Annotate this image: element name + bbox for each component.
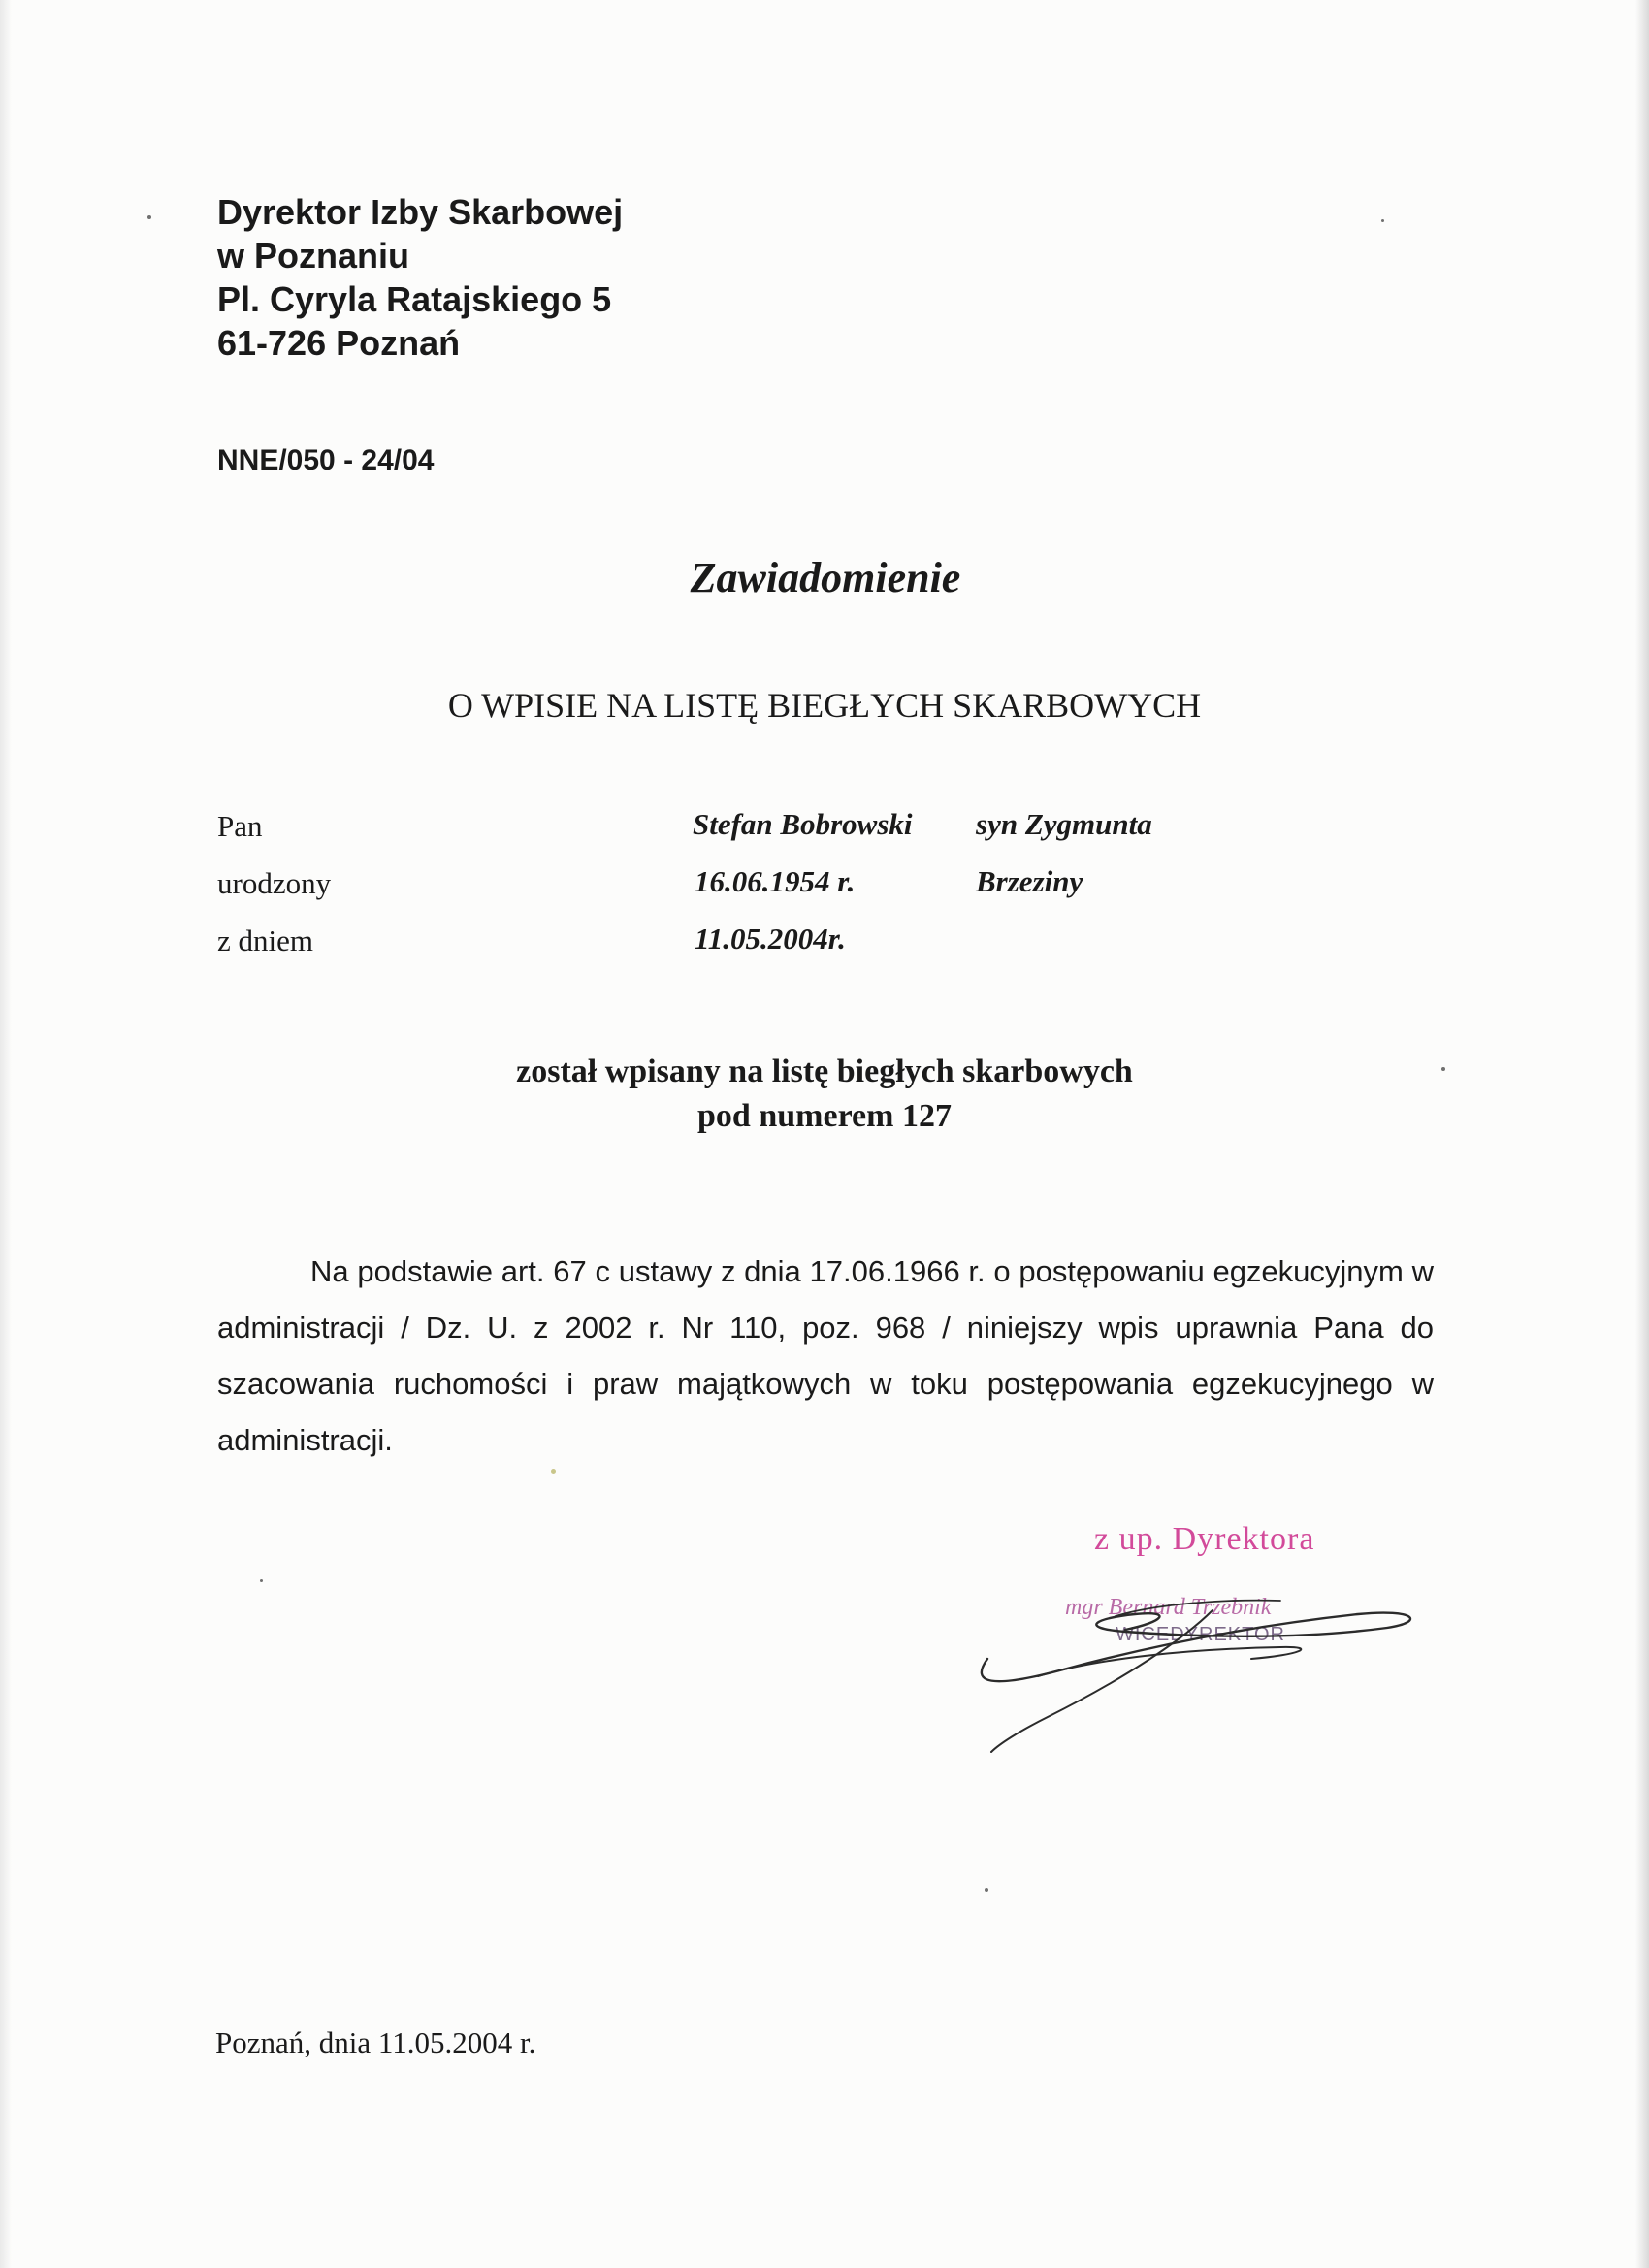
date-label: z dniem	[217, 923, 313, 957]
scan-speck	[1381, 219, 1384, 222]
document-subtitle: O WPISIE NA LISTĘ BIEGŁYCH SKARBOWYCH	[447, 686, 1202, 725]
registration-statement	[0, 1050, 1649, 1139]
registration-number-line: pod numerem 127	[697, 1098, 952, 1134]
sender-line: Pl. Cyryla Ratajskiego 5	[217, 279, 612, 319]
legal-basis-paragraph: Na podstawie art. 67 c ustawy z dnia 17.06.1966 r. o postępowaniu egzekucyjnym w administracji / Dz. U. z 2002 r. Nr 110, poz. 968 / niniejszy wpis uprawnia Pana do szacowania ruchomości i praw majątkowych w toku postępowania egzekucyjnego w administracji.	[217, 1254, 1434, 1457]
scan-speck	[147, 215, 151, 219]
sender-line: Dyrektor Izby Skarbowej	[217, 192, 624, 232]
person-name: Stefan Bobrowski	[693, 807, 913, 841]
signature-stamp	[931, 1513, 1436, 1766]
stamp-authority: z up. Dyrektora	[1094, 1521, 1315, 1557]
scan-speck	[551, 1469, 556, 1474]
place-and-date: Poznań, dnia 11.05.2004 r.	[215, 2025, 536, 2059]
sender-line: 61-726 Poznań	[217, 323, 461, 363]
scan-speck	[1441, 1067, 1445, 1071]
birth-place: Brzeziny	[976, 864, 1083, 898]
birth-date: 16.06.1954 r.	[695, 864, 856, 898]
scan-speck	[985, 1888, 988, 1892]
pan-label: Pan	[217, 809, 263, 843]
father-name: syn Zygmunta	[976, 807, 1152, 841]
scan-speck	[260, 1579, 263, 1582]
document-title	[0, 553, 1649, 602]
sender-line: w Poznaniu	[217, 236, 409, 275]
stamp-position: WICEDYREKTOR	[1116, 1624, 1285, 1645]
registration-line: został wpisany na listę biegłych skarbowych	[516, 1053, 1133, 1089]
sender-address	[217, 190, 623, 365]
title-text: Zawiadomienie	[690, 554, 961, 601]
entry-date: 11.05.2004r.	[695, 922, 846, 956]
handwritten-signature	[931, 1513, 1436, 1766]
reference-number: NNE/050 - 24/04	[217, 444, 435, 476]
stamp-signer: mgr Bernard Trzebnik	[1065, 1595, 1272, 1620]
born-label: urodzony	[217, 866, 332, 900]
